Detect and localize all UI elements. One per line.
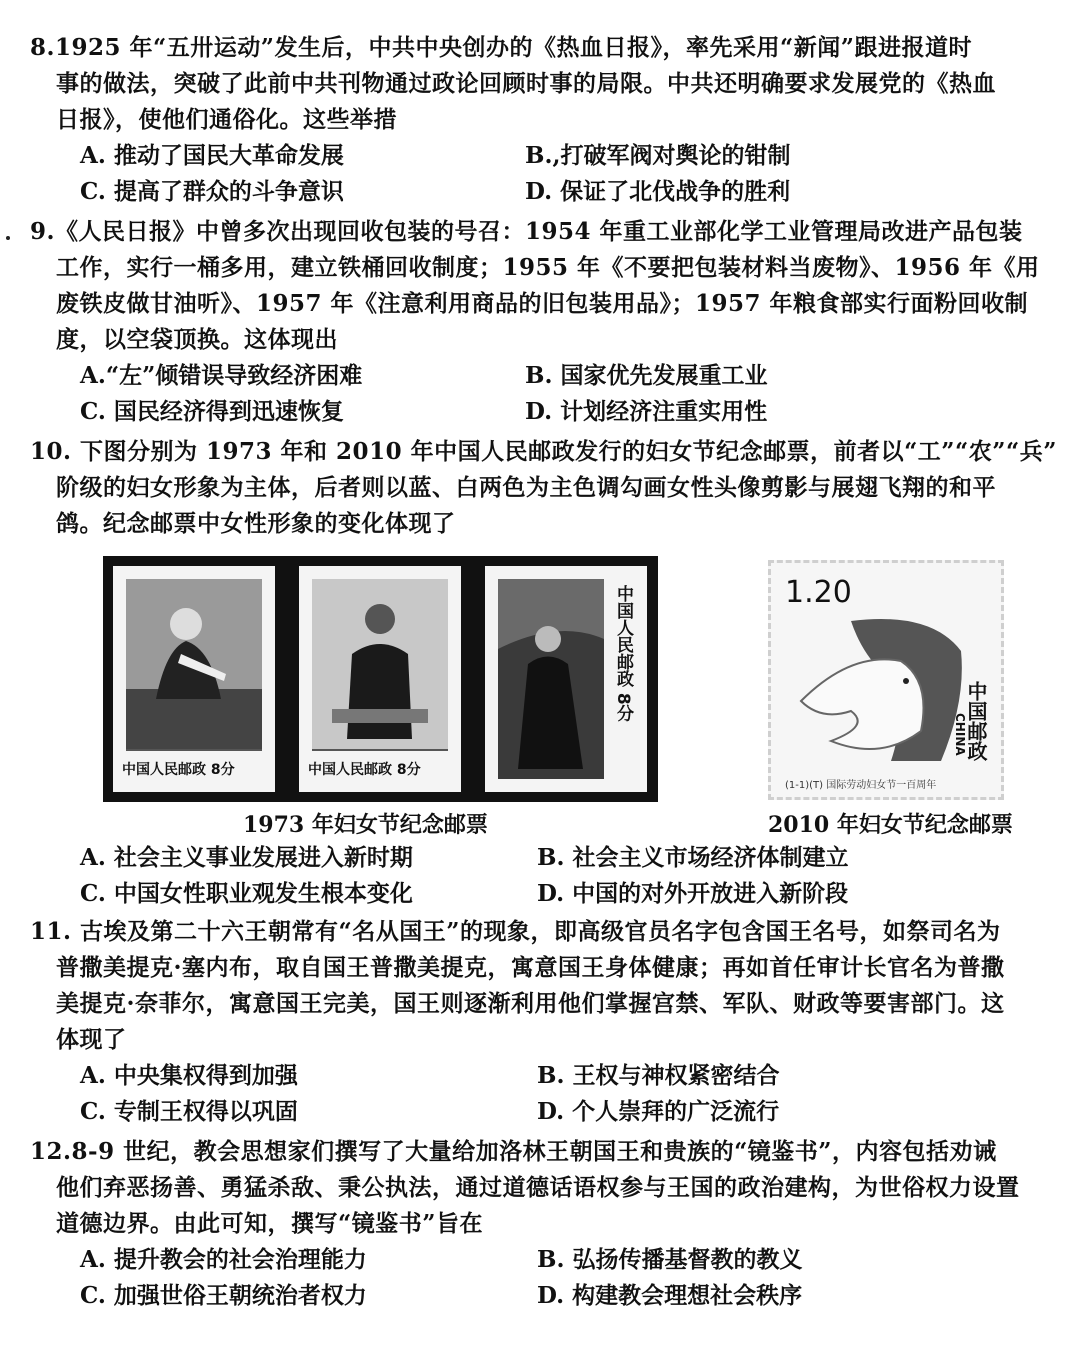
option-c[interactable]: C. 中国女性职业观发生根本变化: [80, 880, 413, 907]
option-b[interactable]: B. 社会主义市场经济体制建立: [537, 844, 849, 871]
stamp-soldier: [485, 566, 647, 792]
stamp-vertical-text: 中国人民邮政 8分: [613, 585, 633, 722]
option-row: [30, 138, 1055, 174]
question-text-line: 体现了: [56, 1026, 127, 1053]
option-row: [30, 876, 1055, 912]
option-d[interactable]: D. 计划经济注重实用性: [525, 398, 768, 425]
stamp-picture: [498, 579, 604, 779]
option-b[interactable]: B. 弘扬传播基督教的教义: [537, 1246, 803, 1273]
option-row: [30, 394, 1055, 430]
caption-1973: 1973 年妇女节纪念邮票: [243, 812, 488, 838]
option-row: [30, 358, 1055, 394]
question-12: [30, 1134, 1055, 1314]
question-text-line: 鸽。纪念邮票中女性形象的变化体现了: [56, 510, 456, 537]
stamp-picture: [312, 579, 448, 751]
question-text-line: 道德边界。由此可知，撰写“镜鉴书”旨在: [56, 1210, 483, 1237]
option-row: [30, 1242, 1055, 1278]
question-9: [30, 214, 1055, 430]
question-text-line: 日报》，使他们通俗化。这些举措: [56, 106, 397, 133]
question-text-line: 工作，实行一桶多用，建立铁桶回收制度；1955 年《不要把包装材料当废物》、1956 年《用: [56, 254, 1040, 281]
stamp-caption: 中国人民邮政 8分: [308, 762, 421, 778]
option-a[interactable]: A. 社会主义事业发展进入新时期: [80, 844, 413, 871]
question-text-line: 12.8-9 世纪，教会思想家们撰写了大量给加洛林王朝国王和贵族的“镜鉴书”，内容包括劝诫: [30, 1138, 997, 1165]
caption-2010: 2010 年妇女节纪念邮票: [768, 812, 1013, 838]
option-d[interactable]: D. 构建教会理想社会秩序: [537, 1282, 803, 1309]
question-text-line: 度，以空袋顶换。这体现出: [56, 326, 338, 353]
option-row: [30, 1094, 1055, 1130]
question-10-options: [30, 840, 1055, 912]
question-text-line: 11. 古埃及第二十六王朝常有“名从国王”的现象，即高级官员名字包含国王名号，如祭司名为: [30, 918, 1001, 945]
option-d[interactable]: D. 中国的对外开放进入新阶段: [537, 880, 849, 907]
question-text-line: 阶级的妇女形象为主体，后者则以蓝、白两色为主色调勾画女性头像剪影与展翅飞翔的和平: [56, 474, 996, 501]
option-a[interactable]: A. 提升教会的社会治理能力: [80, 1246, 367, 1273]
option-c[interactable]: C. 专制王权得以巩固: [80, 1098, 298, 1125]
stamp-price: 1.20: [785, 575, 852, 610]
option-b[interactable]: B. 国家优先发展重工业: [525, 362, 768, 389]
stamp-vertical-text: 中国邮政: [964, 681, 988, 761]
margin-dot: [6, 236, 10, 240]
question-text-line: 美提克·奈菲尔，寓意国王完美，国王则逐渐利用他们掌握宫禁、军队、财政等要害部门。这: [56, 990, 1005, 1017]
option-d[interactable]: D. 个人崇拜的广泛流行: [537, 1098, 780, 1125]
option-d[interactable]: D. 保证了北伐战争的胜利: [525, 178, 791, 205]
option-b[interactable]: B. 王权与神权紧密结合: [537, 1062, 780, 1089]
option-b[interactable]: B.,打破军阀对舆论的钳制: [525, 142, 791, 169]
option-c[interactable]: C. 国民经济得到迅速恢复: [80, 398, 344, 425]
question-11: [30, 914, 1055, 1130]
question-text-line: 普撒美提克·塞内布，取自国王普撒美提克，寓意国王身体健康；再如首任审计长官名为普撒: [56, 954, 1005, 981]
stamp-bottom-text: (1-1)(T) 国际劳动妇女节一百周年: [785, 780, 937, 791]
question-text-line: 9.《人民日报》中曾多次出现回收包装的号召：1954 年重工业部化学工业管理局改进产品包装: [30, 218, 1023, 245]
question-text-line: 事的做法，突破了此前中共刊物通过政论回顾时事的局限。中共还明确要求发展党的《热血: [56, 70, 996, 97]
question-10: [30, 434, 1055, 542]
question-text-line: 废铁皮做甘油听》、1957 年《注意利用商品的旧包装用品》；1957 年粮食部实行面粉回收制: [56, 290, 1029, 317]
stamp-2010-image: [768, 560, 1004, 800]
option-row: [30, 1278, 1055, 1314]
stamp-picture: [126, 579, 262, 751]
option-a[interactable]: A.“左”倾错误导致经济困难: [80, 362, 363, 389]
stamp-worker: [113, 566, 275, 792]
option-c[interactable]: C. 加强世俗王朝统治者权力: [80, 1282, 367, 1309]
option-c[interactable]: C. 提高了群众的斗争意识: [80, 178, 344, 205]
option-row: [30, 840, 1055, 876]
question-text-line: 他们弃恶扬善、勇猛杀敌、秉公执法，通过道德话语权参与王国的政治建构，为世俗权力设置: [56, 1174, 1020, 1201]
stamp-china-text: CHINA: [953, 713, 967, 756]
option-row: [30, 1058, 1055, 1094]
option-a[interactable]: A. 推动了国民大革命发展: [80, 142, 344, 169]
stamps-1973-image: [103, 556, 658, 802]
question-8: [30, 30, 1055, 210]
option-row: [30, 174, 1055, 210]
question-text-line: 8.1925 年“五卅运动”发生后，中共中央创办的《热血日报》，率先采用“新闻”跟进报道时: [30, 34, 972, 61]
stamp-peasant: [299, 566, 461, 792]
stamp-caption: 中国人民邮政 8分: [122, 762, 235, 778]
question-text-line: 10. 下图分别为 1973 年和 2010 年中国人民邮政发行的妇女节纪念邮票，前者以“工”“农”“兵”: [30, 438, 1057, 465]
option-a[interactable]: A. 中央集权得到加强: [80, 1062, 298, 1089]
dove-silhouette: [791, 611, 971, 771]
